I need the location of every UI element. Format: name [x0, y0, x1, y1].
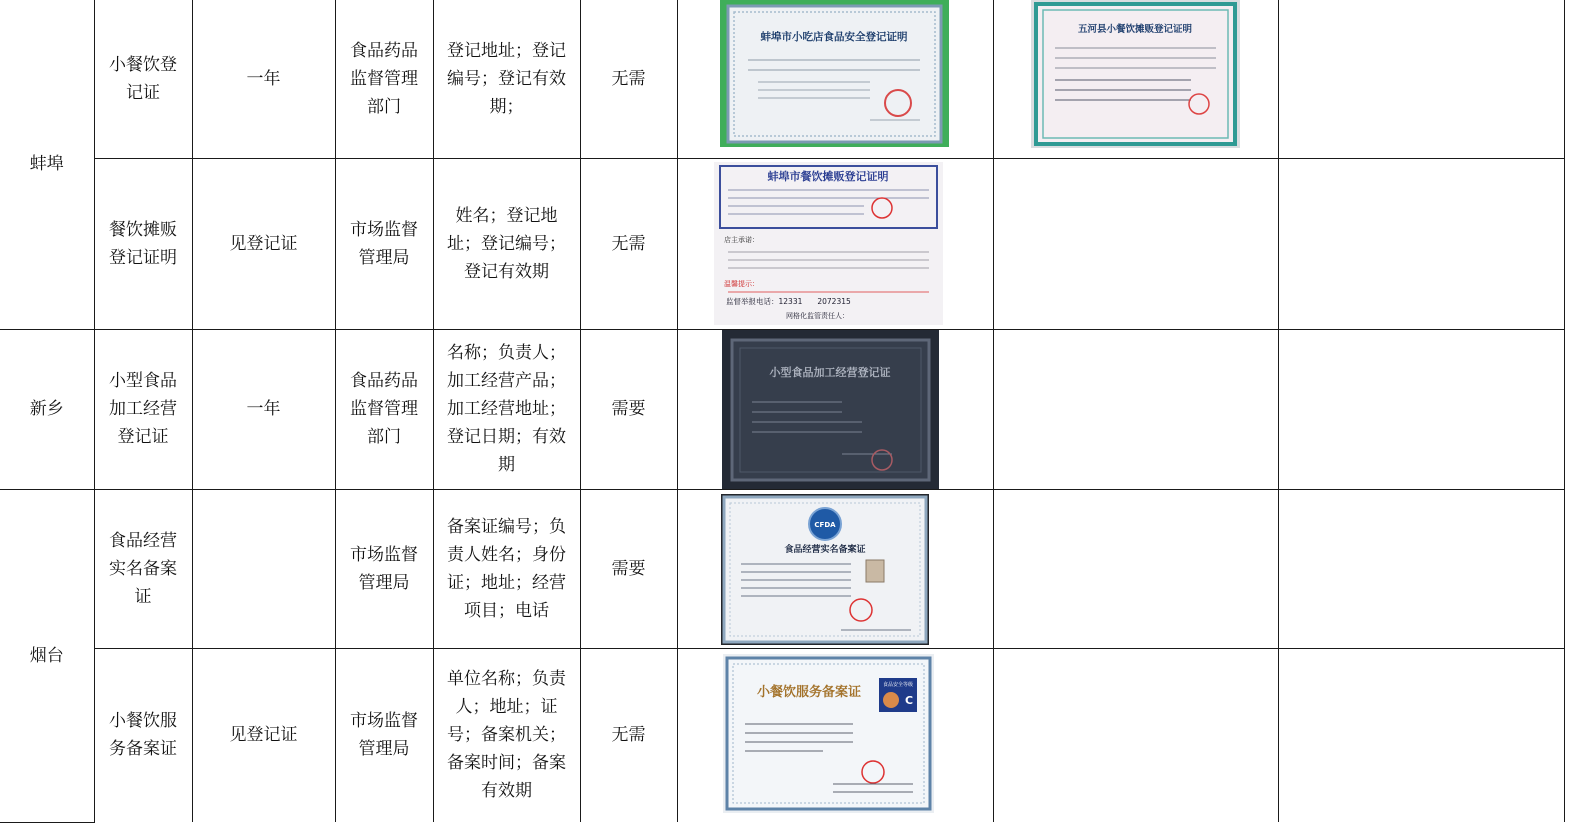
- grade-badge-label: 食品安全等级: [882, 681, 913, 688]
- content-cell: 登记地址；登记编号；登记有效期；: [433, 0, 580, 158]
- empty-cell: [1278, 648, 1564, 822]
- validity-cell: 见登记证: [192, 648, 335, 822]
- empty-cell: [1278, 158, 1564, 329]
- table-row: [0, 158, 1564, 329]
- grade-badge-value: C: [904, 693, 913, 707]
- certificate-photo-bengbu-stall: [714, 162, 943, 325]
- city-cell: 蚌埠: [0, 0, 94, 329]
- empty-cell: [1278, 489, 1564, 648]
- empty-cell: [1278, 0, 1564, 158]
- authority-cell: 食品药品监督管理部门: [335, 0, 433, 158]
- certificate-image-cell: [993, 0, 1278, 158]
- empty-cell: [993, 158, 1278, 329]
- cert-title: 小型食品加工经营登记证: [769, 365, 890, 379]
- certificate-image-cell: [677, 648, 993, 822]
- need-cell: 无需: [580, 648, 677, 822]
- authority-cell: 市场监督管理局: [335, 158, 433, 329]
- content-cell: 名称；负责人；加工经营产品；加工经营地址；登记日期；有效期: [433, 329, 580, 489]
- cert-name-cell: 餐饮摊贩登记证明: [94, 158, 192, 329]
- authority-cell: 市场监督管理局: [335, 648, 433, 822]
- cert-title: 小餐饮服务备案证: [756, 684, 861, 700]
- table-row: [0, 648, 1564, 822]
- content-cell: 姓名；登记地址；登记编号；登记有效期: [433, 158, 580, 329]
- content-cell: 备案证编号；负责人姓名；身份证；地址；经营项目；电话: [433, 489, 580, 648]
- cert-title: 蚌埠市小吃店食品安全登记证明: [760, 31, 907, 43]
- cert-warning: 温馨提示：: [723, 279, 759, 288]
- need-cell: 无需: [580, 158, 677, 329]
- certificate-image-cell: [677, 489, 993, 648]
- cert-name-cell: 小餐饮登记证: [94, 0, 192, 158]
- cert-name-cell: 食品经营实名备案证: [94, 489, 192, 648]
- certificate-photo-yantai-catering: [723, 654, 934, 813]
- cert-name-cell: 小餐饮服务备案证: [94, 648, 192, 822]
- need-cell: 无需: [580, 0, 677, 158]
- certificate-image-cell: [677, 329, 993, 489]
- validity-cell: 一年: [192, 329, 335, 489]
- validity-cell: 见登记证: [192, 158, 335, 329]
- table-row: [0, 489, 1564, 648]
- table-row: [0, 329, 1564, 489]
- need-cell: 需要: [580, 329, 677, 489]
- cert-grid-officer: 网格化监管责任人：: [785, 311, 849, 320]
- city-cell: 新乡: [0, 329, 94, 489]
- validity-cell: [192, 489, 335, 648]
- city-cell: 烟台: [0, 489, 94, 822]
- cert-title: 五河县小餐饮摊贩登记证明: [1077, 24, 1192, 35]
- empty-cell: [993, 648, 1278, 822]
- authority-cell: 食品药品监督管理部门: [335, 329, 433, 489]
- empty-cell: [993, 329, 1278, 489]
- cert-title: 蚌埠市餐饮摊贩登记证明: [767, 169, 888, 183]
- certificate-photo-yantai-realname: [721, 494, 929, 645]
- cert-notice-title: 店主承诺：: [723, 235, 759, 244]
- certificate-photo-xinxiang-small-food: [722, 330, 939, 489]
- table-row: [0, 0, 1564, 158]
- cert-name-cell: 小型食品加工经营登记证: [94, 329, 192, 489]
- cfda-logo: CFDA: [813, 520, 836, 529]
- certificate-photo-wuhe-stall: [1031, 0, 1240, 148]
- authority-cell: 市场监督管理局: [335, 489, 433, 648]
- validity-cell: 一年: [192, 0, 335, 158]
- certificate-photo-bengbu-small-catering: [720, 0, 949, 147]
- empty-cell: [1278, 329, 1564, 489]
- need-cell: 需要: [580, 489, 677, 648]
- certificate-image-cell: [677, 158, 993, 329]
- cert-phone: 监督举报电话：12331 2072315: [725, 296, 851, 306]
- empty-cell: [993, 489, 1278, 648]
- content-cell: 单位名称；负责人；地址；证号；备案机关；备案时间；备案有效期: [433, 648, 580, 822]
- cert-title: 食品经营实名备案证: [783, 544, 866, 555]
- certificate-image-cell: [677, 0, 993, 158]
